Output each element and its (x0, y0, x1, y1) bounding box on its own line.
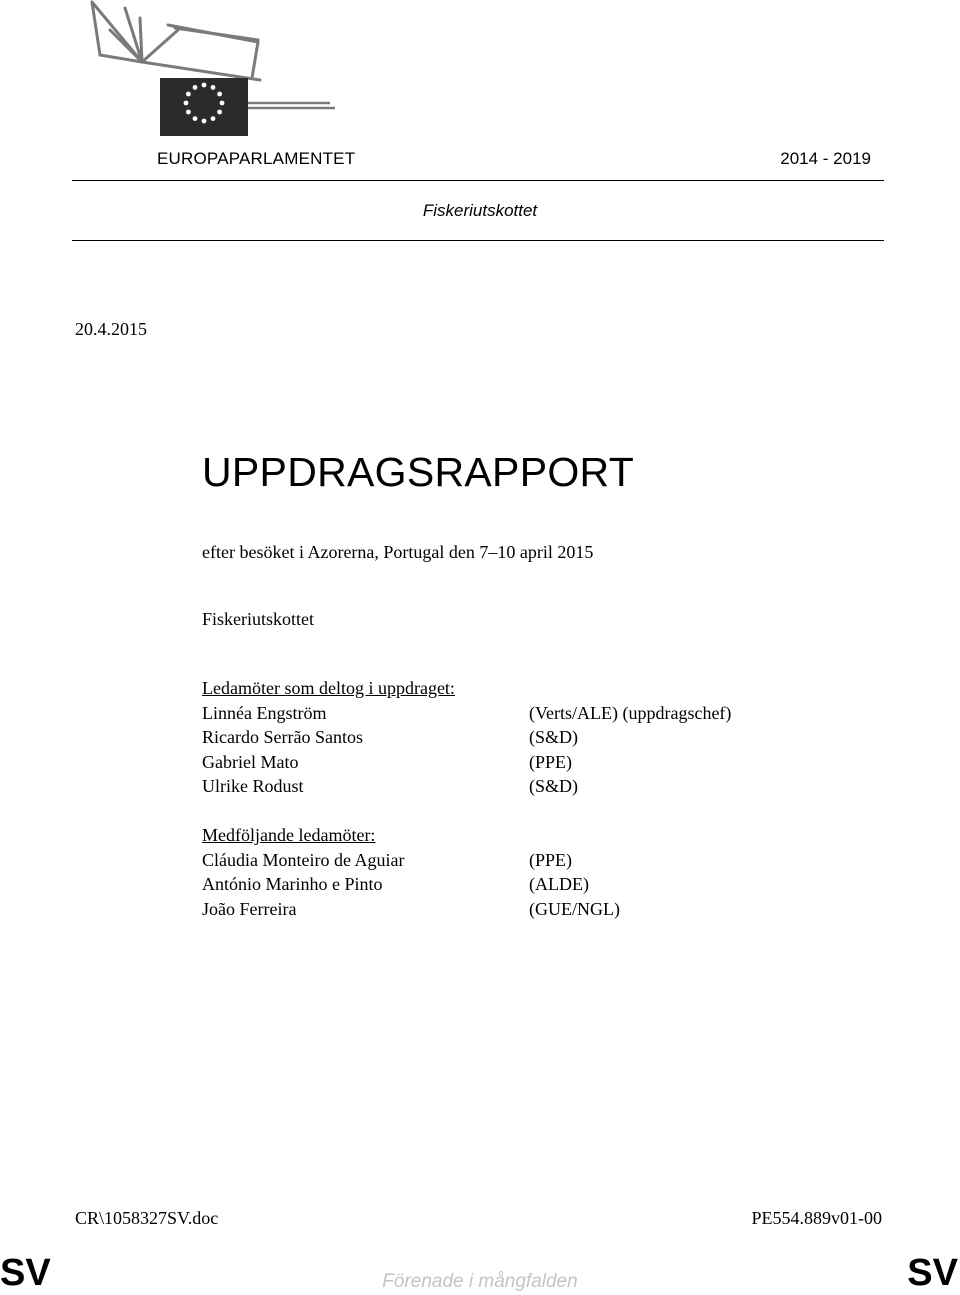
member-group: (Verts/ALE) (uppdragschef) (529, 702, 732, 723)
member-group: (S&D) (529, 727, 578, 747)
eu-motto: Förenade i mångfalden (382, 1271, 578, 1292)
document-date: 20.4.2015 (75, 319, 147, 339)
header-divider-top (72, 180, 884, 181)
document-reference: CR\1058327SV.doc (75, 1208, 219, 1228)
document-subtitle: efter besöket i Azorerna, Portugal den 7–10 april 2015 (202, 542, 594, 562)
member-row (202, 872, 842, 897)
member-name: Ricardo Serrão Santos (202, 727, 363, 747)
member-name: Cláudia Monteiro de Aguiar (202, 849, 405, 870)
member-name: Gabriel Mato (202, 751, 299, 772)
institution-name: EUROPAPARLAMENTET (157, 149, 356, 168)
member-name: Linnéa Engström (202, 702, 327, 723)
member-row (202, 750, 842, 775)
member-name: António Marinho e Pinto (202, 874, 383, 894)
member-row (202, 725, 842, 750)
committee-name: Fiskeriutskottet (202, 609, 314, 629)
accompanying-members (202, 823, 842, 921)
header-divider-bottom (72, 240, 884, 241)
pe-reference: PE554.889v01-00 (751, 1208, 882, 1228)
accompanying-members-heading: Medföljande ledamöter: (202, 825, 376, 845)
member-group: (GUE/NGL) (529, 898, 620, 919)
member-group: (ALDE) (529, 874, 589, 894)
member-row (202, 848, 842, 873)
parliamentary-term: 2014 - 2019 (780, 149, 871, 168)
member-row (202, 701, 842, 726)
participating-members-heading: Ledamöter som deltog i uppdraget: (202, 678, 455, 698)
participating-members (202, 676, 842, 799)
member-group: (PPE) (529, 751, 573, 772)
member-name: Ulrike Rodust (202, 776, 304, 796)
member-group: (S&D) (529, 776, 578, 796)
member-group: (PPE) (529, 849, 573, 870)
european-parliament-logo (80, 0, 340, 140)
committee-header: Fiskeriutskottet (422, 201, 538, 220)
language-code-right: SV (907, 1252, 958, 1294)
document-title: UPPDRAGSRAPPORT (202, 449, 635, 495)
member-name: João Ferreira (202, 898, 297, 919)
member-row (202, 897, 842, 922)
language-code-left: SV (0, 1252, 51, 1294)
member-row (202, 774, 842, 799)
